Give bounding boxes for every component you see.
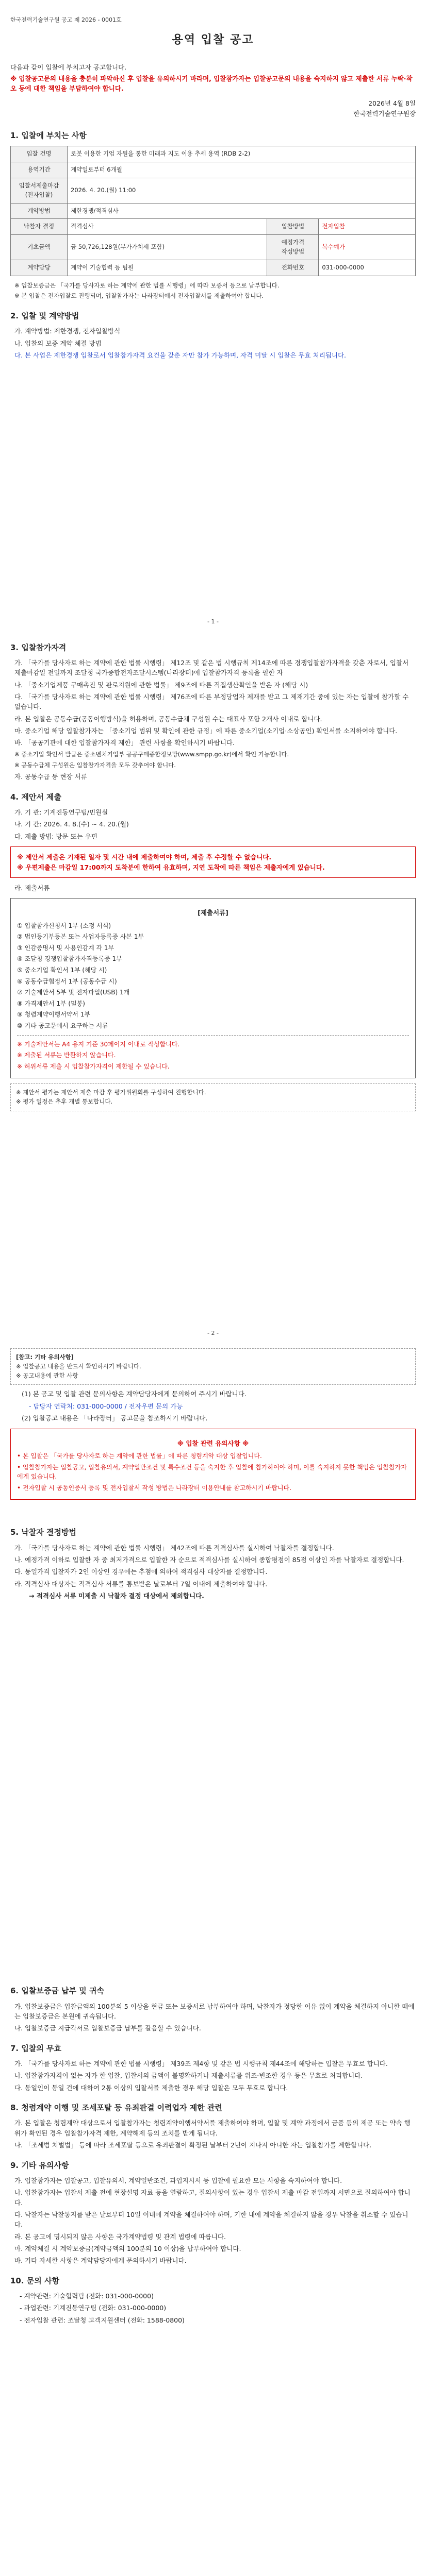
row-label: 기초금액 <box>11 235 68 260</box>
reference-box <box>10 1348 416 1385</box>
paragraph: 가. 입찰보증금은 입찰금액의 100분의 5 이상을 현금 또는 보증서로 납부하여야 하며, 낙찰자가 정당한 이유 없이 계약을 체결하지 아니한 때에는 입찰보증금은 본원에 귀속됩니다. <box>14 2002 415 2021</box>
list-item: ⑧ 가격제안서 1부 (밀봉) <box>17 999 85 1007</box>
paragraph: 바. 기타 자세한 사항은 계약담당자에게 문의하시기 바랍니다. <box>14 2257 187 2265</box>
page-break <box>10 1128 416 1344</box>
section-10-title: 10. 문의 사항 <box>10 2276 59 2285</box>
paragraph: 다. 동일가격 입찰자가 2인 이상인 경우에는 추첨에 의하여 적격심사 대상자를 결정합니다. <box>14 1568 268 1576</box>
paragraph: 나. 예정가격 이하로 입찰한 자 중 최저가격으로 입찰한 자 순으로 적격심사를 실시하여 종합평점이 85점 이상인 자를 낙찰자로 결정합니다. <box>14 1555 404 1564</box>
table-row <box>11 219 416 235</box>
section-2-title: 2. 입찰 및 계약방법 <box>10 311 79 321</box>
warning-box <box>10 846 416 878</box>
section-9-title: 9. 기타 유의사항 <box>10 2160 69 2170</box>
table-row <box>11 146 416 162</box>
note: ※ 입찰보증금은 「국가를 당사자로 하는 계약에 관한 법률 시행령」에 따라 보증서 등으로 납부합니다. <box>14 281 280 289</box>
paragraph: 가. 계약방법: 제한경쟁, 전자입찰방식 <box>14 327 121 335</box>
bid-info-table <box>10 146 416 276</box>
box-title: [참고: 기타 유의사항] <box>16 1353 74 1361</box>
note: ※ 허위서류 제출 시 입찰참가자격이 제한될 수 있습니다. <box>17 1062 170 1070</box>
row-label: 낙찰자 결정 <box>11 219 68 235</box>
required-documents-box <box>10 898 416 1078</box>
warning-text: ※ 입찰공고문의 내용을 충분히 파악하신 후 입찰을 유의하시기 바라며, 입찰참가자는 입찰공고문의 내용을 숙지하지 않고 제출한 서류 누락·착오 등에 대한 책임을 부담하여야 합니다. <box>10 74 413 92</box>
row-value: 031-000-0000 <box>319 260 416 276</box>
note: ※ 평가 일정은 추후 개별 통보합니다. <box>16 1098 113 1106</box>
contact-line: - 전자입찰 관련: 조달청 고객지원센터 (전화: 1588-0800) <box>20 2316 185 2324</box>
note: ※ 기술제안서는 A4 용지 기준 30페이지 이내로 작성합니다. <box>17 1040 180 1048</box>
paragraph: 다. 제출 방법: 방문 또는 우편 <box>14 832 97 840</box>
spacer <box>10 1505 416 1517</box>
row-value: 전자입찰 <box>319 219 416 235</box>
row-label: 계약담당 <box>11 260 68 276</box>
list-item: • 전자입찰 시 공동인증서 등록 및 전자입찰서 작성 방법은 나라장터 이용안내를 참고하시기 바랍니다. <box>17 1484 291 1492</box>
page-break <box>10 375 416 633</box>
paragraph: 다. 낙찰자는 낙찰통지를 받은 날로부터 10일 이내에 계약을 체결하여야 하며, 기한 내에 계약을 체결하지 않을 경우 낙찰을 취소할 수 있습니다. <box>14 2210 408 2229</box>
section-1-title: 1. 입찰에 부치는 사항 <box>10 131 87 141</box>
list-item: ④ 조달청 경쟁입찰참가자격등록증 1부 <box>17 955 122 963</box>
page-4 <box>10 1985 416 2340</box>
page-2 <box>10 642 416 1128</box>
table-row <box>11 203 416 219</box>
row-label: 입찰방법 <box>267 219 319 235</box>
page-3 <box>10 1348 416 1615</box>
paragraph: 가. 기 관: 기계진동연구팀/민원실 <box>14 808 108 817</box>
row-value: 금 50,726,128원(부가가치세 포함) <box>68 235 267 260</box>
list-item: ⑦ 기술제안서 5부 및 전자파일(USB) 1개 <box>17 989 130 996</box>
section-6-title: 6. 입찰보증금 납부 및 귀속 <box>10 1986 104 1996</box>
list-item: ⑤ 중소기업 확인서 1부 (해당 시) <box>17 967 107 974</box>
page-1 <box>10 15 416 375</box>
paragraph: 나. 입찰보증금 지급각서로 입찰보증금 납부를 갈음할 수 있습니다. <box>14 2024 201 2032</box>
list-item: ※ 입찰공고 내용을 반드시 확인하시기 바랍니다. <box>16 1362 141 1370</box>
paragraph: 라. 본 입찰은 공동수급(공동이행방식)을 허용하며, 공동수급체 구성원 수는 대표사 포함 2개사 이내로 합니다. <box>14 715 322 723</box>
row-value: 계약일로부터 6개월 <box>68 162 416 178</box>
paragraph: 나. 입찰참가자격이 없는 자가 한 입찰, 입찰서의 금액이 불명확하거나 제출서류를 위조·변조한 경우 등은 무효로 처리합니다. <box>14 2072 363 2080</box>
paragraph: (1) 본 공고 및 입찰 관련 문의사항은 계약담당자에게 문의하여 주시기 바랍니다. <box>22 1390 247 1398</box>
paragraph: 라. 본 공고에 명시되지 않은 사항은 국가계약법령 및 관계 법령에 따릅니다. <box>14 2232 226 2241</box>
divider <box>17 1035 409 1036</box>
row-value: 2026. 4. 20.(월) 11:00 <box>68 178 416 203</box>
row-value: 로봇 이용한 기업 자원을 통한 미래과 지도 이용 추세 용역 (RDB 2-2) <box>68 146 416 162</box>
note: ※ 공동수급체 구성원은 입찰참가자격을 모두 갖추어야 합니다. <box>14 761 176 769</box>
paragraph: → 적격심사 서류 미제출 시 낙찰자 결정 대상에서 제외합니다. <box>29 1592 204 1600</box>
section-8-title: 8. 청렴계약 이행 및 조세포탈 등 유죄판결 이력업자 제한 관련 <box>10 2103 222 2113</box>
doc-header: 한국전력기술연구원 공고 제 2026 - 0001호 <box>10 16 122 23</box>
list-item: ① 입찰참가신청서 1부 (소정 서식) <box>17 922 111 929</box>
box-title: [제출서류] <box>198 909 228 917</box>
box-title: ※ 입찰 관련 유의사항 ※ <box>177 1439 249 1447</box>
paragraph: 다. 「국가를 당사자로 하는 계약에 관한 법률 시행령」 제76조에 따른 부정당업자 제재를 받고 그 제재기간 중에 있는 자는 입찰에 참가할 수 없습니다. <box>14 692 409 711</box>
row-label: 전화번호 <box>267 260 319 276</box>
evaluation-note-box <box>10 1083 416 1111</box>
note: ※ 제안서 평가는 제안서 제출 마감 후 평가위원회를 구성하여 진행합니다. <box>16 1089 206 1096</box>
paragraph: 나. 입찰참가자는 입찰서 제출 전에 현장설명 자료 등을 열람하고, 질의사항이 있는 경우 입찰서 제출 마감 전일까지 서면으로 질의하여야 합니다. <box>14 2189 411 2207</box>
contact-line: - 계약관련: 기술협력팀 (전화: 031-000-0000) <box>20 2292 154 2300</box>
note: ※ 본 입찰은 전자입찰로 진행되며, 입찰참가자는 나라장터에서 전자입찰서를 제출하여야 합니다. <box>14 292 264 300</box>
list-item: ② 법인등기부등본 또는 사업자등록증 사본 1부 <box>17 933 144 941</box>
paragraph: 가. 본 입찰은 청렴계약 대상으로서 입찰참가자는 청렴계약이행서약서를 제출하여야 하며, 입찰 및 계약 과정에서 금품 등의 제공 또는 약속 행위가 확인된 경우 입찰참가자격 제한, 계약해제 등의 조치를 받게 됩니다. <box>14 2119 411 2137</box>
row-label: 입찰 건명 <box>11 146 68 162</box>
caution-box <box>10 1429 416 1500</box>
page-break <box>10 1615 416 1976</box>
row-label: 계약방법 <box>11 203 68 219</box>
notice-date: 2026년 4월 8일 <box>368 99 416 108</box>
contact-line: - 과업관련: 기계진동연구팀 (전화: 031-000-0000) <box>20 2304 167 2312</box>
row-label: 입찰서제출마감 (전자입찰) <box>11 178 68 203</box>
paragraph: 가. 입찰참가자는 입찰공고, 입찰유의서, 계약일반조건, 과업지시서 등 입찰에 필요한 모든 사항을 숙지하여야 합니다. <box>14 2176 342 2184</box>
list-item: ⑨ 청렴계약이행서약서 1부 <box>17 1011 90 1019</box>
paragraph: 가. 「국가를 당사자로 하는 계약에 관한 법률 시행령」 제42조에 따른 적격심사를 실시하여 낙찰자를 결정합니다. <box>14 1544 334 1552</box>
paragraph: 다. 본 사업은 제한경쟁 입찰로서 입찰참가자격 요건을 갖춘 자만 참가 가능하며, 자격 미달 시 입찰은 무효 처리됩니다. <box>14 351 347 360</box>
list-item: • 입찰참가자는 입찰공고, 입찰유의서, 계약일반조건 및 특수조건 등을 숙지한 후 입찰에 참가하여야 하며, 이를 숙지하지 못한 책임은 입찰참가자에게 있습니다. <box>17 1463 407 1481</box>
row-value: 복수예가 <box>319 235 416 260</box>
table-row <box>11 162 416 178</box>
row-value: 계약이 기술협력 등 팀원 <box>68 260 267 276</box>
warning-line: ※ 제안서 제출은 기재된 일자 및 시간 내에 제출하여야 하며, 제출 후 수정할 수 없습니다. <box>17 853 272 861</box>
paragraph: 다. 동일인이 동일 건에 대하여 2통 이상의 입찰서를 제출한 경우 해당 입찰은 모두 무효로 합니다. <box>14 2083 288 2092</box>
doc-title: 용역 입찰 공고 <box>172 33 254 47</box>
paragraph: 마. 계약체결 시 계약보증금(계약금액의 100분의 10 이상)을 납부하여야 합니다. <box>14 2245 241 2253</box>
paragraph: (2) 입찰공고 내용은 「나라장터」 공고문을 참조하시기 바랍니다. <box>22 1414 208 1422</box>
list-item: ③ 인감증명서 및 사용인감계 각 1부 <box>17 944 114 952</box>
paragraph: 나. 「조세범 처벌법」 등에 따라 조세포탈 등으로 유죄판결이 확정된 날부터 2년이 지나지 아니한 자는 입찰참가를 제한합니다. <box>14 2141 372 2149</box>
section-7-title: 7. 입찰의 무효 <box>10 2043 62 2053</box>
paragraph: 나. 「중소기업제품 구매촉진 및 판로지원에 관한 법률」 제9조에 따른 직접생산확인을 받은 자 (해당 시) <box>14 681 308 689</box>
row-label: 용역기간 <box>11 162 68 178</box>
list-item: ⑥ 공동수급협정서 1부 (공동수급 시) <box>17 977 117 985</box>
issuer: 한국전력기술연구원장 <box>353 109 416 117</box>
table-row <box>11 260 416 276</box>
note: ※ 중소기업 확인서 발급은 중소벤처기업부 공공구매종합정보망(www.smpp.go.kr)에서 확인 가능합니다. <box>14 750 289 758</box>
paragraph: 마. 중소기업 해당 입찰참가자는 「중소기업 범위 및 확인에 관한 규정」에 따른 중소기업(소기업·소상공인) 확인서를 소지하여야 합니다. <box>14 727 398 735</box>
paragraph: 나. 기 간: 2026. 4. 8.(수) ~ 4. 20.(월) <box>14 820 129 828</box>
paragraph: 가. 「국가를 당사자로 하는 계약에 관한 법률 시행령」 제12조 및 같은 법 시행규칙 제14조에 따른 경쟁입찰참가자격을 갖춘 자로서, 입찰서 제출마감일 전일까지 조달청 국가종합전자조달시스템(나라장터)에 입찰참가자격 등록을 필한 자 <box>14 658 409 677</box>
section-4-title: 4. 제안서 제출 <box>10 792 62 802</box>
list-item: • 본 입찰은 「국가를 당사자로 하는 계약에 관한 법률」에 따른 청렴계약 대상 입찰입니다. <box>17 1452 262 1460</box>
page-number: - 2 - <box>207 1330 219 1337</box>
paragraph: - 담당자 연락처: 031-000-0000 / 전자우편 문의 가능 <box>29 1402 183 1410</box>
row-value: 적격심사 <box>68 219 267 235</box>
list-item: ⑩ 기타 공고문에서 요구하는 서류 <box>17 1022 108 1030</box>
note: ※ 제출된 서류는 반환하지 않습니다. <box>17 1052 116 1059</box>
list-item: ※ 공고내용에 관한 사항 <box>16 1371 78 1379</box>
warning-line: ※ 우편제출은 마감일 17:00까지 도착분에 한하여 유효하며, 지연 도착에 따른 책임은 제출자에게 있습니다. <box>17 863 325 871</box>
paragraph: 자. 공동수급 등 현장 서류 <box>14 773 87 781</box>
page-number: - 1 - <box>207 618 219 625</box>
date-block <box>10 98 416 118</box>
section-3-title: 3. 입찰참가자격 <box>10 642 67 652</box>
table-row <box>11 235 416 260</box>
paragraph: 라. 적격심사 대상자는 적격심사 서류를 통보받은 날로부터 7일 이내에 제출하여야 합니다. <box>14 1580 268 1588</box>
table-row <box>11 178 416 203</box>
row-value: 제한경쟁/적격심사 <box>68 203 416 219</box>
paragraph: 라. 제출서류 <box>14 884 50 892</box>
paragraph: 가. 「국가를 당사자로 하는 계약에 관한 법률 시행령」 제39조 제4항 및 같은 법 시행규칙 제44조에 해당하는 입찰은 무효로 합니다. <box>14 2060 388 2068</box>
row-label: 예정가격 작성방법 <box>267 235 319 260</box>
intro-text: 다음과 같이 입찰에 부치고자 공고합니다. <box>10 63 127 72</box>
section-5-title: 5. 낙찰자 결정방법 <box>10 1528 77 1537</box>
paragraph: 바. 「공공기관에 대한 입찰참가자격 제한」 관련 사항을 확인하시기 바랍니다. <box>14 739 235 747</box>
paragraph: 나. 입찰의 보증 계약 체결 방법 <box>14 339 102 347</box>
